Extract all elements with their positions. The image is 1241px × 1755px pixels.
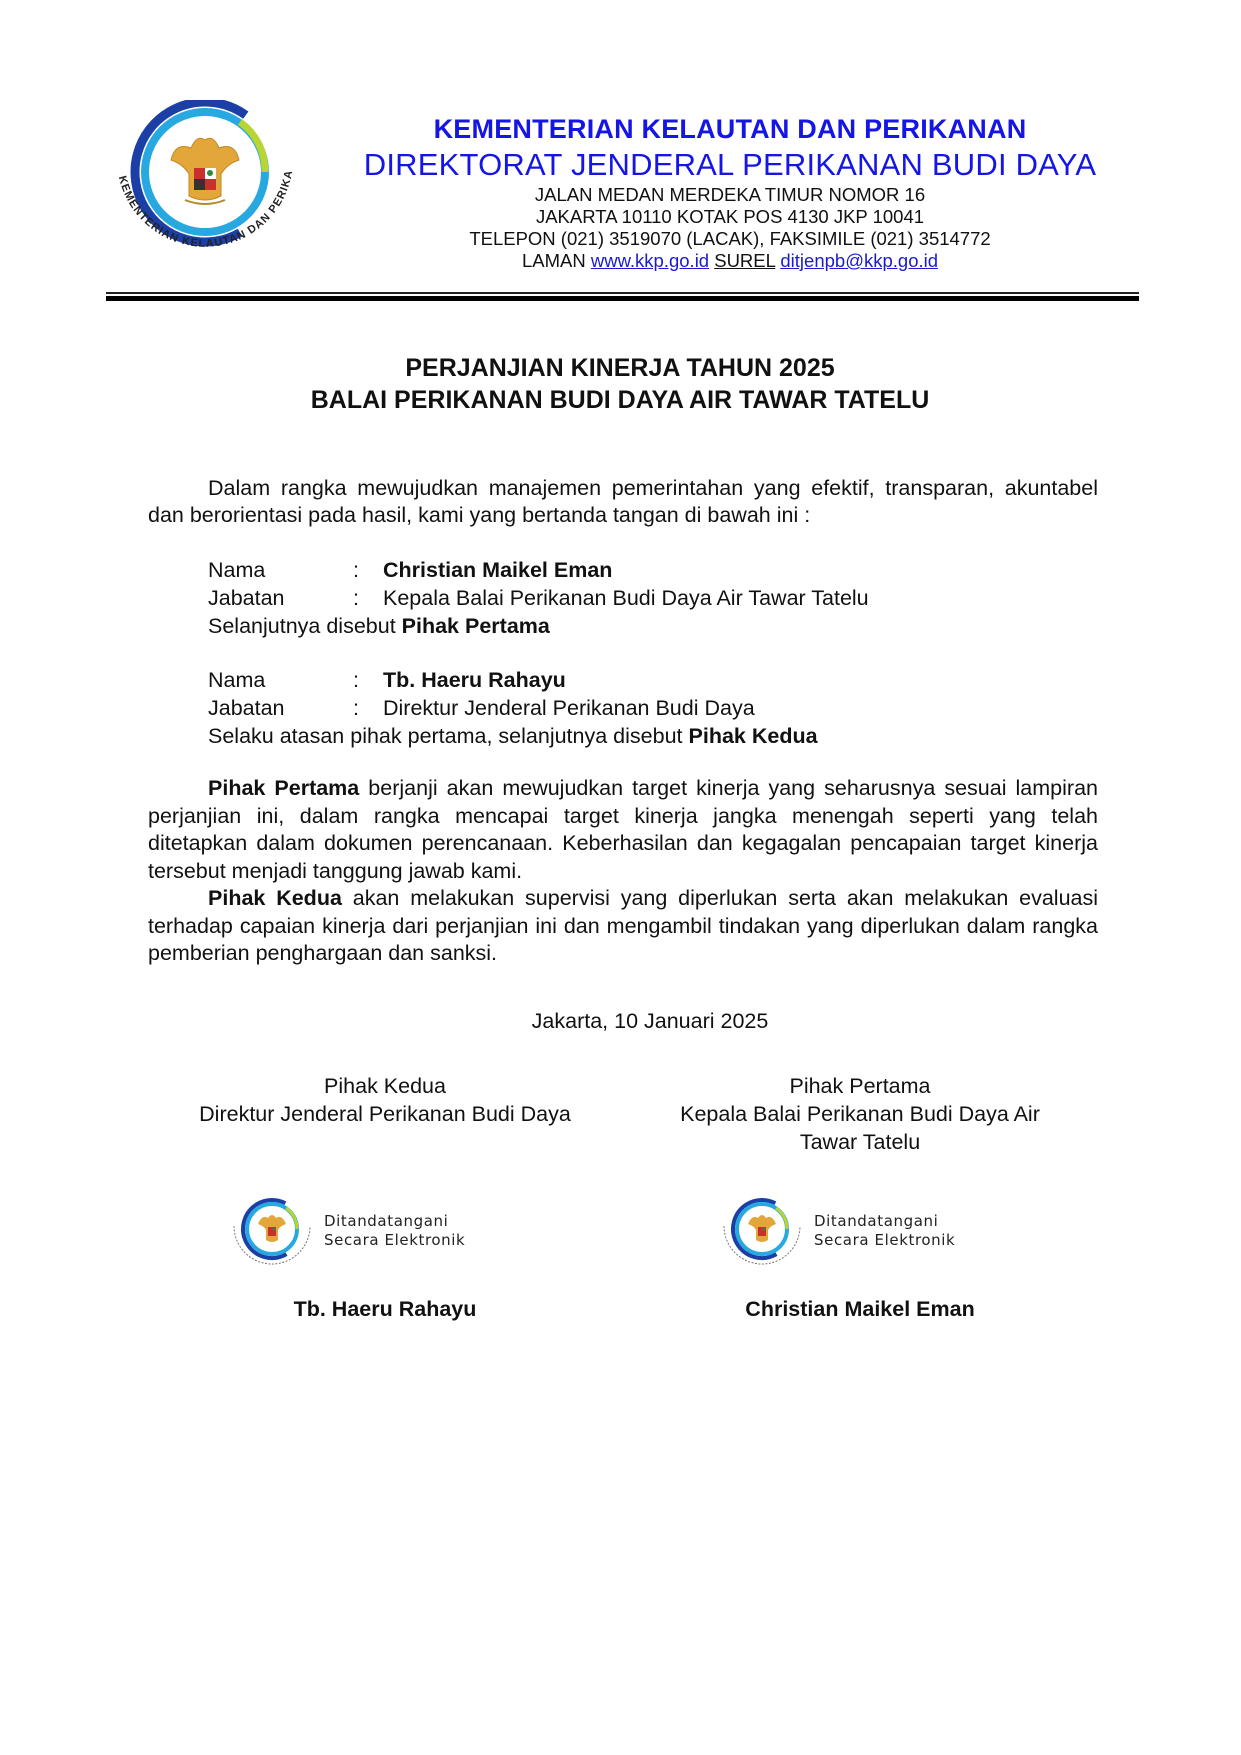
party-first-position-row [208,584,1108,612]
signature-block-left [155,1072,615,1128]
esign-line-1: Ditandatangani [324,1212,449,1230]
colon: : [353,668,359,692]
esign-caption [324,1212,465,1250]
agreement-paragraphs [148,775,1098,968]
paragraph-text: berjanji akan mewujudkan target kinerja yang seharusnya sesuai lampiran perjanjian ini, dalam rangka mencapai target kinerja jangka menengah seperti yang telah ditetapkan dalam dokumen perencanaan. Keberhasilan dan kegagalan pencapaian target kinerja tersebut menjadi tanggung jawab kami. [148,776,1098,883]
laman-label: LAMAN [521,250,586,271]
electronic-signature-stamp-left [228,1196,465,1266]
paragraph-first-party [148,775,1098,885]
position-label: Jabatan [208,586,285,610]
party-second-block [208,666,1108,750]
party-first-position: Kepala Balai Perikanan Budi Daya Air Tawar Tatelu [383,586,869,610]
contact-phone-fax: TELEPON (021) 3519070 (LACAK), FAKSIMILE (021) 3514772 [469,228,991,249]
address-line-1: JALAN MEDAN MERDEKA TIMUR NOMOR 16 [534,184,926,205]
party-first-name-row [208,556,1108,584]
title-line-1: PERJANJIAN KINERJA TAHUN 2025 [405,354,835,382]
signer-position-line-2: Tawar Tatelu [799,1130,921,1154]
colon: : [353,586,359,610]
website-link[interactable]: www.kkp.go.id [590,250,710,271]
party-second-position-row [208,694,1108,722]
signer-name-right: Christian Maikel Eman [745,1297,975,1321]
document-title [120,352,1120,416]
contact-web-email [320,250,1140,272]
signer-position-line-1: Kepala Balai Perikanan Budi Daya Air [680,1102,1040,1126]
name-label: Nama [208,668,266,692]
paragraph-second-party [148,885,1098,968]
colon: : [353,558,359,582]
letterhead [320,112,1140,272]
party-second-name-row [208,666,1108,694]
directorate-name: DIREKTORAT JENDERAL PERIKANAN BUDI DAYA [363,147,1097,182]
ministry-logo [100,100,310,285]
party-second-designation [208,722,1108,750]
designation-prefix: Selanjutnya disebut [208,614,396,638]
electronic-signature-stamp-right [718,1196,955,1266]
party-second-position: Direktur Jenderal Perikanan Budi Daya [383,696,755,720]
intro-text: Dalam rangka mewujudkan manajemen pemerintahan yang efektif, transparan, akuntabel dan berorientasi pada hasil, kami yang bertanda tangan di bawah ini : [148,476,1098,527]
esign-caption [814,1212,955,1250]
esign-line-1: Ditandatangani [814,1212,939,1230]
designation-prefix: Selaku atasan pihak pertama, selanjutnya disebut [208,724,683,748]
signer-role: Pihak Kedua [324,1074,446,1098]
letterhead-divider-thick [106,296,1139,301]
designation-label: Pihak Kedua [688,724,818,748]
signer-position: Direktur Jenderal Perikanan Budi Daya [199,1102,571,1126]
position-label: Jabatan [208,696,285,720]
logo-ring-text: KEMENTERIAN KELAUTAN DAN PERIKA [115,168,296,250]
letterhead-divider-thin [106,292,1139,294]
ministry-emblem-icon [100,100,310,285]
party-second-name: Tb. Haeru Rahayu [383,668,566,692]
designation-label: Pihak Pertama [401,614,550,638]
paragraph-lead: Pihak Pertama [208,776,360,800]
paragraph-text: akan melakukan supervisi yang diperlukan serta akan melakukan evaluasi terhadap capaian kinerja dari perjanjian ini dan mengambil tindakan yang diperlukan dalam rangka pemberian penghargaan dan sanksi. [148,886,1099,965]
ministry-emblem-icon [228,1196,316,1266]
esign-line-2: Secara Elektronik [814,1231,956,1249]
ministry-name: KEMENTERIAN KELAUTAN DAN PERIKANAN [433,114,1027,144]
intro-paragraph [148,475,1098,529]
address-line-2: JAKARTA 10110 KOTAK POS 4130 JKP 10041 [535,206,925,227]
party-first-block [208,556,1108,640]
name-label: Nama [208,558,266,582]
party-first-name: Christian Maikel Eman [383,558,613,582]
signer-name-left: Tb. Haeru Rahayu [293,1297,477,1321]
title-line-2: BALAI PERIKANAN BUDI DAYA AIR TAWAR TATELU [310,386,930,414]
party-first-designation [208,612,1108,640]
ministry-emblem-icon [718,1196,806,1266]
surel-label: SUREL [714,250,776,271]
signature-block-right [640,1072,1080,1156]
colon: : [353,696,359,720]
paragraph-lead: Pihak Kedua [208,886,342,910]
email-link[interactable]: ditjenpb@kkp.go.id [780,250,939,271]
place-date: Jakarta, 10 Januari 2025 [531,1009,769,1033]
esign-line-2: Secara Elektronik [324,1231,466,1249]
signer-role: Pihak Pertama [789,1074,931,1098]
